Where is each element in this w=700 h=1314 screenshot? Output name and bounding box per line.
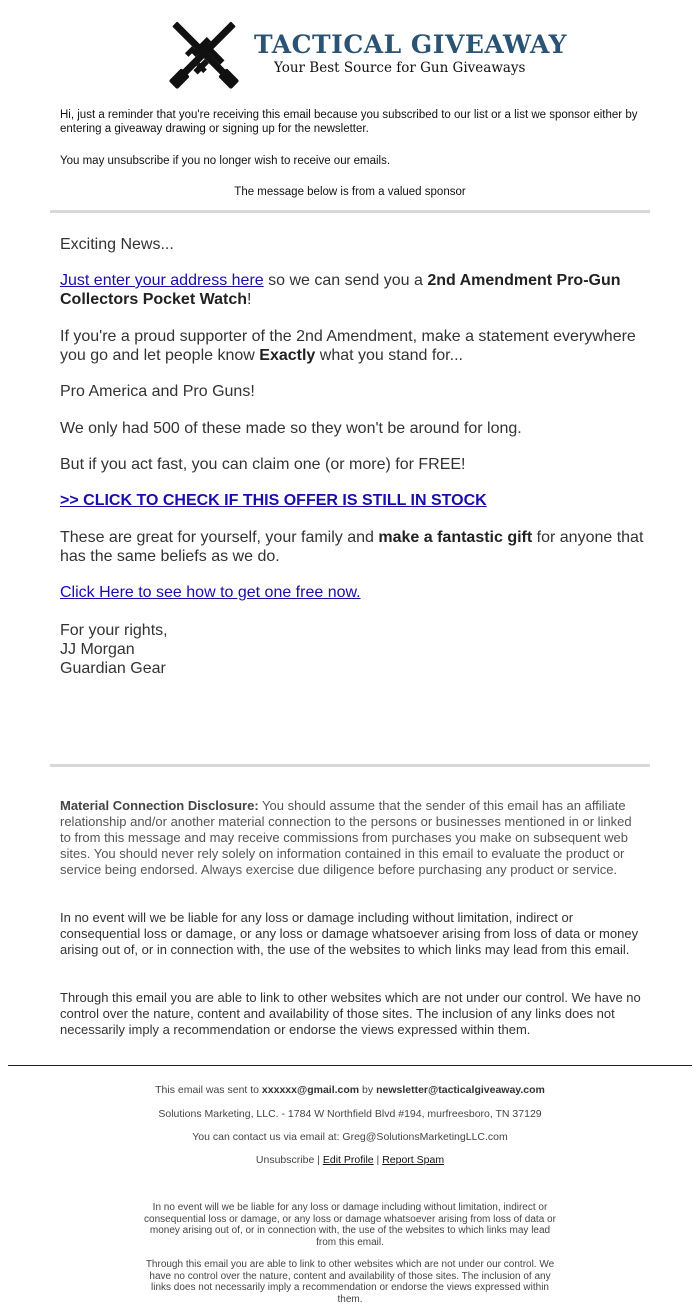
recipient-email: xxxxxx@gmail.com	[261, 1084, 360, 1096]
gift-text: These are great for yourself, your family and	[60, 529, 379, 546]
separator: |	[314, 1154, 323, 1166]
material-disclosure	[60, 798, 645, 878]
report-spam-link[interactable]: Report Spam	[382, 1154, 445, 1166]
link2-wrapper	[60, 583, 645, 602]
offer-end: !	[247, 291, 252, 308]
check-stock-link[interactable]: >> CLICK TO CHECK IF THIS OFFER IS STILL IN STOCK	[60, 492, 487, 509]
logo	[156, 8, 568, 100]
edit-profile-link[interactable]: Edit Profile	[322, 1154, 374, 1166]
unsubscribe-note: You may unsubscribe if you no longer wish to receive our emails.	[60, 155, 391, 167]
paragraph-pro-america: Pro America and Pro Guns!	[60, 383, 255, 400]
greeting: Exciting News...	[60, 236, 174, 253]
supporter-bold: Exactly	[259, 347, 316, 364]
divider	[50, 210, 650, 213]
logo-title: TACTICAL GIVEAWAY	[254, 30, 568, 59]
paragraph-supporter	[60, 327, 645, 365]
sent-by: by	[359, 1084, 377, 1096]
footer-divider	[8, 1065, 692, 1066]
footer-links	[50, 1154, 650, 1166]
supporter-text: If you're a proud supporter of the 2nd Amendment, make a statement everywhere you go and let people know	[60, 328, 636, 364]
signature-company: Guardian Gear	[60, 660, 166, 677]
enter-address-link[interactable]: Just enter your address here	[60, 272, 264, 289]
paragraph-limited: We only had 500 of these made so they won't be around for long.	[60, 420, 522, 437]
offer-text: so we can send you a	[263, 272, 428, 289]
signature	[60, 621, 645, 678]
liability-disclaimer: In no event will we be liable for any loss or damage including without limitation, indirect or consequential loss or damage, or any loss or damage whatsoever arising from loss of data or money arising out of, or in connection with, the use of the websites to which links may lead from this email.	[60, 910, 639, 957]
disclosure-label: Material Connection Disclosure:	[60, 798, 259, 813]
paragraph-free: But if you act fast, you can claim one (or more) for FREE!	[60, 456, 466, 473]
sent-to-line	[50, 1084, 650, 1096]
disclosure-text: You should assume that the sender of this email has an affiliate relationship and/or another material connection to the persons or businesses mentioned in or linked to from this message and may receive commissions from purchases you make on subsequent web sites. You should never rely solely on information contained in this email to evaluate the product or service being endorsed. Always exercise due diligence before purchasing any product or service.	[60, 798, 632, 877]
sent-prefix: This email was sent to	[155, 1084, 262, 1096]
signature-line-1: For your rights,	[60, 622, 168, 639]
logo-subtitle: Your Best Source for Gun Giveaways	[274, 60, 526, 76]
divider	[50, 764, 650, 767]
crossed-rifles-icon	[156, 8, 252, 100]
signature-name: JJ Morgan	[60, 641, 135, 658]
separator: |	[373, 1154, 383, 1166]
sender-email: newsletter@tacticalgiveaway.com	[376, 1084, 545, 1096]
paragraph-offer	[60, 271, 645, 309]
gift-end: for anyone that has the same beliefs as we do.	[60, 529, 644, 565]
subscription-reminder: Hi, just a reminder that you're receiving this email because you subscribed to our list or a list we sponsor either by entering a giveaway drawing or signing up for the newsletter.	[60, 109, 638, 135]
supporter-end: what you stand for...	[315, 347, 463, 364]
sponsor-note: The message below is from a valued sponsor	[234, 186, 466, 198]
footer-liability: In no event will we be liable for any loss or damage including without limitation, indirect or consequential loss or damage, or any loss or damage whatsoever arising from loss of data or money arising out of, or in connection with, the use of the websites to which links may lead from this email.	[144, 1202, 556, 1248]
get-one-free-link[interactable]: Click Here to see how to get one free now.	[60, 584, 361, 601]
product-name: 2nd Amendment Pro-Gun Collectors Pocket Watch	[60, 272, 621, 308]
footer-external: Through this email you are able to link to other websites which are not under our control. We have no control over the nature, content and availability of those sites. The inclusion of any links does not necessarily imply a recommendation or endorse the views expressed within them.	[145, 1259, 555, 1305]
gift-bold: make a fantastic gift	[378, 529, 533, 546]
company-address: Solutions Marketing, LLC. - 1784 W Northfield Blvd #194, murfreesboro, TN 37129	[158, 1108, 542, 1120]
unsubscribe-text[interactable]: Unsubscribe	[255, 1154, 315, 1166]
external-links-disclaimer: Through this email you are able to link to other websites which are not under our control. We have no control over the nature, content and availability of those sites. The inclusion of any links does not necessarily imply a recommendation or endorse the views expressed within them.	[60, 990, 641, 1037]
contact-line: You can contact us via email at: Greg@SolutionsMarketingLLC.com	[192, 1131, 508, 1143]
paragraph-gift	[60, 528, 645, 566]
cta-wrapper	[60, 491, 645, 510]
